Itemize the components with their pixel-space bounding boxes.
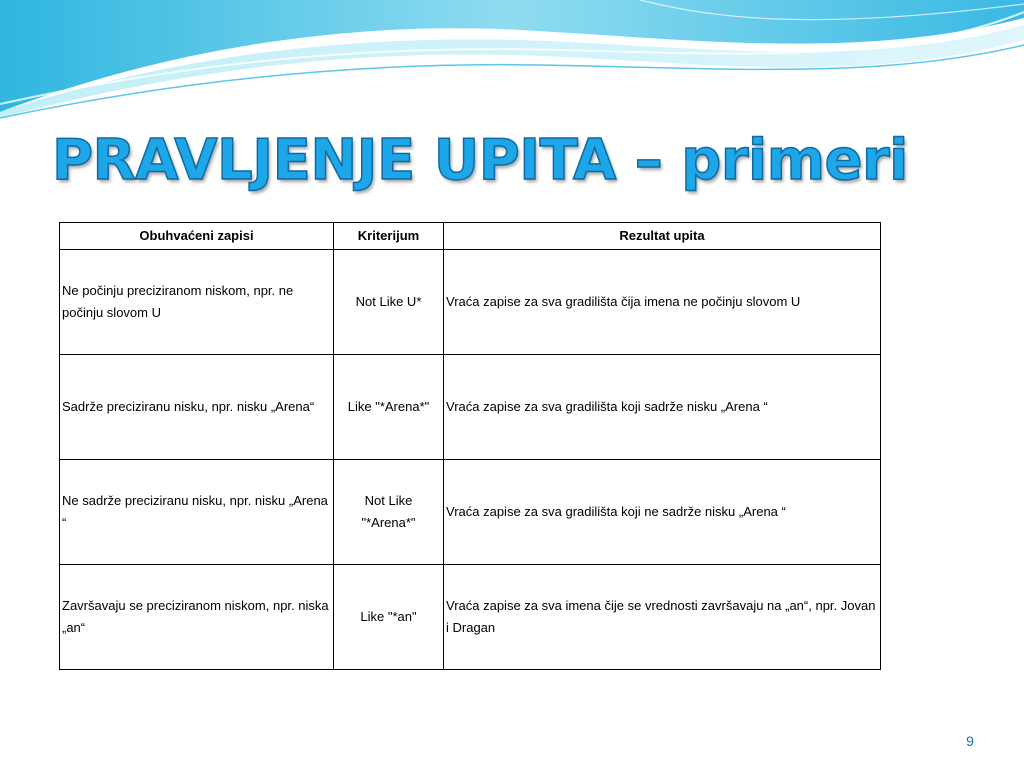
header-records: Obuhvaćeni zapisi bbox=[60, 223, 334, 250]
cell-criterion: Not Like U* bbox=[334, 250, 444, 355]
cell-records: Sadrže preciziranu nisku, npr. nisku „Arena“ bbox=[60, 355, 334, 460]
cell-criterion: Like "*an" bbox=[334, 565, 444, 670]
header-result: Rezultat upita bbox=[444, 223, 881, 250]
cell-records: Završavaju se preciziranom niskom, npr. niska „an“ bbox=[60, 565, 334, 670]
cell-result: Vraća zapise za sva gradilišta čija imena ne počinju slovom U bbox=[444, 250, 881, 355]
cell-criterion: Not Like "*Arena*" bbox=[334, 460, 444, 565]
header-criterion: Kriterijum bbox=[334, 223, 444, 250]
cell-criterion: Like "*Arena*" bbox=[334, 355, 444, 460]
table-row bbox=[60, 460, 881, 565]
table-header-row bbox=[60, 223, 881, 250]
cell-records: Ne počinju preciziranom niskom, npr. ne počinju slovom U bbox=[60, 250, 334, 355]
cell-result: Vraća zapise za sva gradilišta koji ne sadrže nisku „Arena “ bbox=[444, 460, 881, 565]
decorative-wave-header bbox=[0, 0, 1024, 130]
table-row bbox=[60, 565, 881, 670]
slide-title: PRAVLJENJE UPITA – primeri bbox=[52, 128, 908, 193]
query-examples-table bbox=[59, 222, 881, 670]
page-number: 9 bbox=[966, 733, 974, 749]
cell-records: Ne sadrže preciziranu nisku, npr. nisku „Arena “ bbox=[60, 460, 334, 565]
table-row bbox=[60, 250, 881, 355]
table-row bbox=[60, 355, 881, 460]
cell-result: Vraća zapise za sva gradilišta koji sadrže nisku „Arena “ bbox=[444, 355, 881, 460]
cell-result: Vraća zapise za sva imena čije se vrednosti završavaju na „an“, npr. Jovan i Dragan bbox=[444, 565, 881, 670]
